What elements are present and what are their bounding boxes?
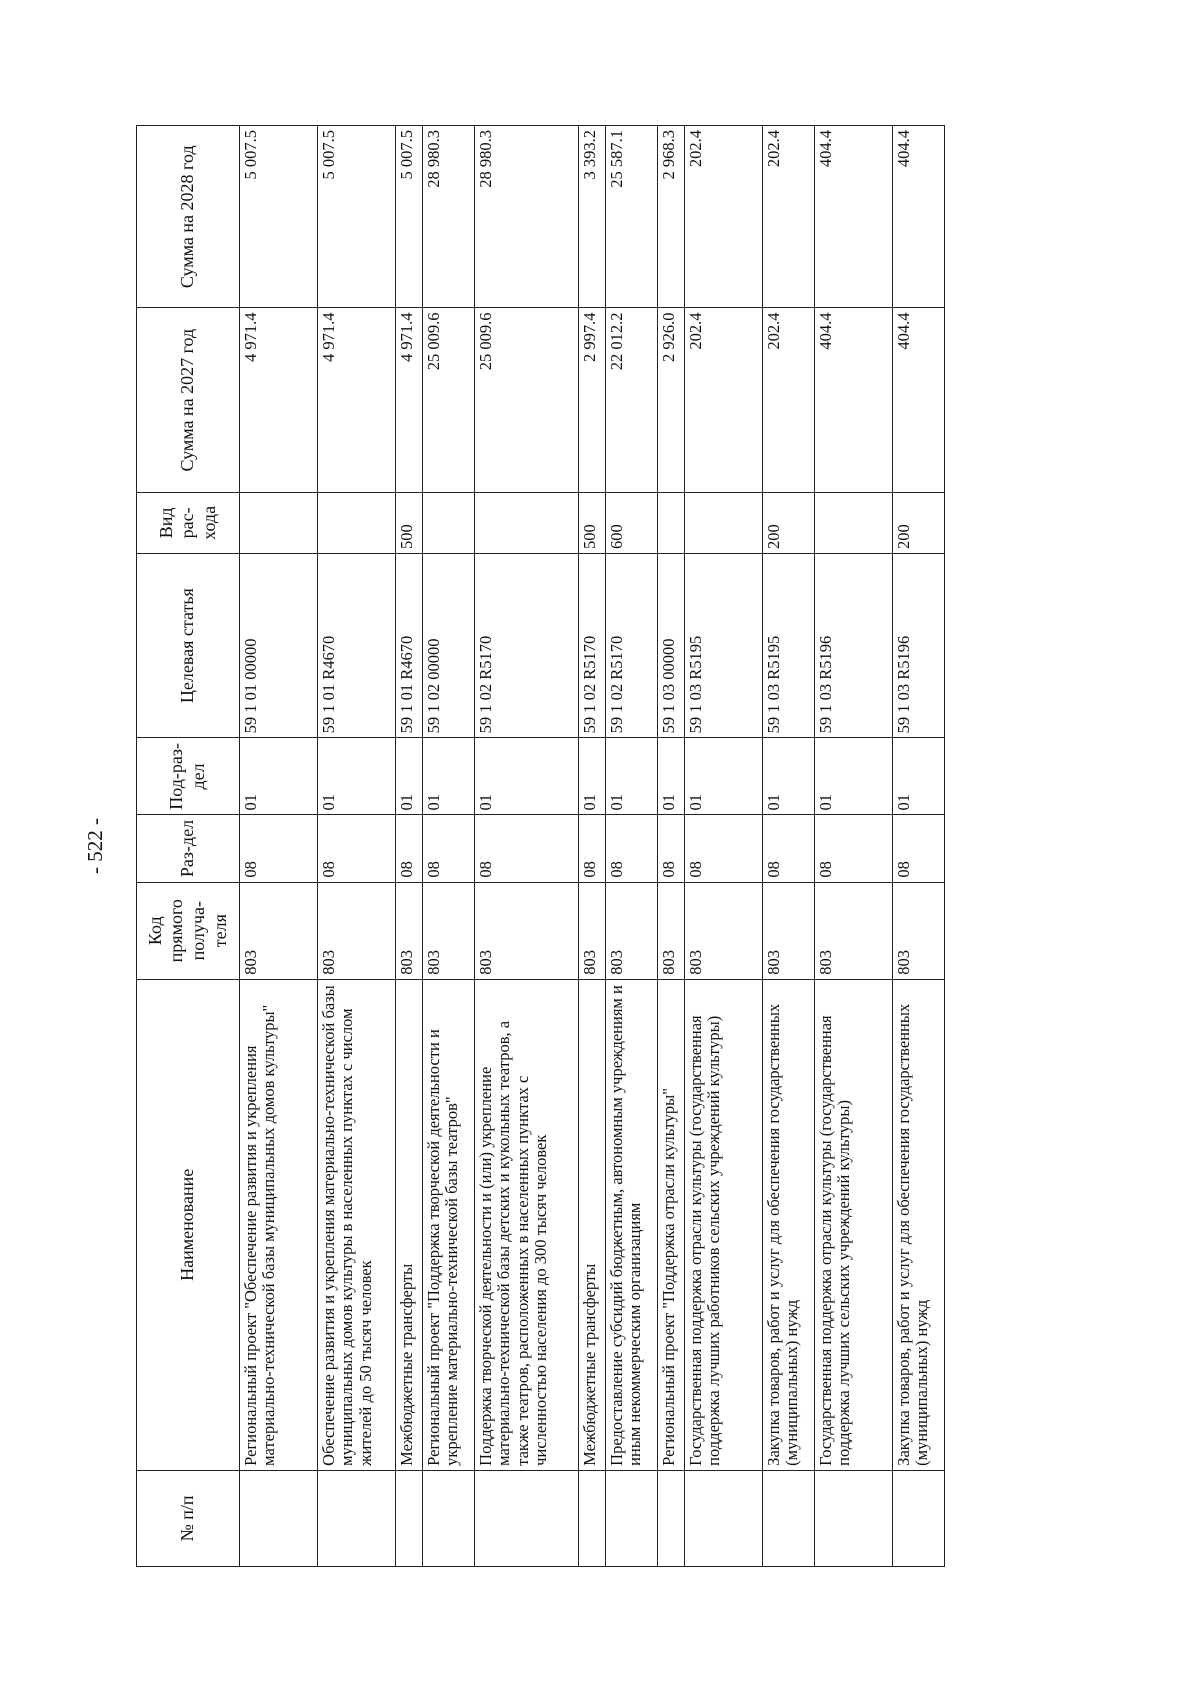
cell-sum-2028: 5 007.5 (318, 126, 396, 308)
cell-sum-2027: 404.4 (893, 308, 945, 492)
cell-target: 59 1 02 R5170 (579, 553, 606, 737)
cell-sum-2027: 25 009.6 (475, 308, 579, 492)
cell-section: 08 (396, 815, 423, 882)
cell-code: 803 (658, 882, 685, 979)
cell-sum-2028: 404.4 (815, 126, 893, 308)
rotated-sheet (136, 125, 1035, 1567)
cell-section: 08 (763, 815, 815, 882)
cell-code: 803 (685, 882, 763, 979)
cell-code: 803 (815, 882, 893, 979)
cell-target: 59 1 02 R5170 (475, 553, 579, 737)
cell-num (579, 1470, 606, 1566)
cell-target: 59 1 02 R5170 (606, 553, 658, 737)
table-row (423, 126, 475, 1567)
cell-num (658, 1470, 685, 1566)
cell-section: 08 (658, 815, 685, 882)
cell-target: 59 1 01 00000 (240, 553, 318, 737)
table-row (658, 126, 685, 1567)
header-sum-2028: Сумма на 2028 год (137, 126, 240, 308)
table-body (240, 126, 945, 1567)
cell-sum-2027: 25 009.6 (423, 308, 475, 492)
cell-sum-2028: 28 980.3 (423, 126, 475, 308)
cell-code: 803 (606, 882, 658, 979)
cell-code: 803 (318, 882, 396, 979)
cell-expense-type: 600 (606, 492, 658, 553)
cell-name: Закупка товаров, работ и услуг для обеспечения государственных (муниципальных) нужд (893, 979, 945, 1470)
cell-target: 59 1 03 R5196 (893, 553, 945, 737)
cell-num (318, 1470, 396, 1566)
table-row (475, 126, 579, 1567)
cell-code: 803 (423, 882, 475, 979)
cell-section: 08 (240, 815, 318, 882)
cell-num (396, 1470, 423, 1566)
cell-name: Государственная поддержка отрасли культуры (государственная поддержка лучших сельских учреждений культуры) (815, 979, 893, 1470)
cell-expense-type: 500 (579, 492, 606, 553)
header-target: Целевая статья (137, 553, 240, 737)
cell-section: 08 (606, 815, 658, 882)
cell-sum-2027: 4 971.4 (396, 308, 423, 492)
cell-section: 08 (318, 815, 396, 882)
cell-subsection: 01 (763, 738, 815, 815)
table-row (240, 126, 318, 1567)
cell-subsection: 01 (893, 738, 945, 815)
header-code: Код прямого получа-теля (137, 882, 240, 979)
table-row (893, 126, 945, 1567)
cell-expense-type (475, 492, 579, 553)
cell-section: 08 (815, 815, 893, 882)
cell-subsection: 01 (318, 738, 396, 815)
cell-num (475, 1470, 579, 1566)
cell-expense-type (658, 492, 685, 553)
cell-sum-2027: 4 971.4 (318, 308, 396, 492)
cell-num (606, 1470, 658, 1566)
cell-sum-2027: 4 971.4 (240, 308, 318, 492)
header-subsection: Под-раз-дел (137, 738, 240, 815)
cell-sum-2028: 202.4 (763, 126, 815, 308)
cell-name: Региональный проект "Поддержка творческой деятельности и укрепление материально-технической базы театров" (423, 979, 475, 1470)
cell-subsection: 01 (475, 738, 579, 815)
cell-code: 803 (893, 882, 945, 979)
table-row (396, 126, 423, 1567)
cell-name: Поддержка творческой деятельности и (или) укрепление материально-технической базы детских и кукольных театров, а также театров, расположенных в населенных пунктах с численностью населения до 300 тысяч человек (475, 979, 579, 1470)
cell-section: 08 (423, 815, 475, 882)
cell-subsection: 01 (685, 738, 763, 815)
cell-num (815, 1470, 893, 1566)
cell-name: Предоставление субсидий бюджетным, автономным учреждениям и иным некоммерческим организациям (606, 979, 658, 1470)
cell-subsection: 01 (240, 738, 318, 815)
cell-name: Межбюджетные трансферты (396, 979, 423, 1470)
cell-section: 08 (579, 815, 606, 882)
cell-num (893, 1470, 945, 1566)
table-row (318, 126, 396, 1567)
table-row (685, 126, 763, 1567)
cell-code: 803 (396, 882, 423, 979)
table-header-row (137, 126, 240, 1567)
cell-section: 08 (475, 815, 579, 882)
cell-subsection: 01 (579, 738, 606, 815)
cell-subsection: 01 (396, 738, 423, 815)
cell-expense-type (685, 492, 763, 553)
cell-sum-2028: 404.4 (893, 126, 945, 308)
cell-sum-2027: 202.4 (685, 308, 763, 492)
header-sum-2027: Сумма на 2027 год (137, 308, 240, 492)
header-name: Наименование (137, 979, 240, 1470)
cell-sum-2027: 22 012.2 (606, 308, 658, 492)
cell-target: 59 1 01 R4670 (318, 553, 396, 737)
cell-expense-type: 200 (893, 492, 945, 553)
cell-code: 803 (240, 882, 318, 979)
cell-sum-2027: 202.4 (763, 308, 815, 492)
cell-subsection: 01 (658, 738, 685, 815)
header-expense-type: Вид рас-хода (137, 492, 240, 553)
cell-subsection: 01 (423, 738, 475, 815)
cell-name: Государственная поддержка отрасли культуры (государственная поддержка лучших работников сельских учреждений культуры) (685, 979, 763, 1470)
table-row (606, 126, 658, 1567)
cell-sum-2027: 404.4 (815, 308, 893, 492)
cell-expense-type (423, 492, 475, 553)
table-row (763, 126, 815, 1567)
cell-num (423, 1470, 475, 1566)
table-row (579, 126, 606, 1567)
cell-code: 803 (579, 882, 606, 979)
cell-sum-2028: 2 968.3 (658, 126, 685, 308)
header-num: № п/п (137, 1470, 240, 1566)
cell-name: Региональный проект "Поддержка отрасли культуры" (658, 979, 685, 1470)
cell-num (685, 1470, 763, 1566)
table-row (815, 126, 893, 1567)
cell-subsection: 01 (815, 738, 893, 815)
cell-name: Обеспечение развития и укрепления материально-технической базы муниципальных домов культуры в населенных пунктах с числом жителей до 50 тысяч человек (318, 979, 396, 1470)
cell-name: Региональный проект "Обеспечение развития и укрепления материально-технической базы муниципальных домов культуры" (240, 979, 318, 1470)
cell-expense-type: 500 (396, 492, 423, 553)
cell-name: Межбюджетные трансферты (579, 979, 606, 1470)
cell-num (240, 1470, 318, 1566)
cell-expense-type (318, 492, 396, 553)
cell-sum-2028: 25 587.1 (606, 126, 658, 308)
cell-expense-type: 200 (763, 492, 815, 553)
cell-expense-type (815, 492, 893, 553)
cell-sum-2028: 28 980.3 (475, 126, 579, 308)
cell-sum-2027: 2 997.4 (579, 308, 606, 492)
header-section: Раз-дел (137, 815, 240, 882)
cell-sum-2027: 2 926.0 (658, 308, 685, 492)
cell-code: 803 (763, 882, 815, 979)
cell-expense-type (240, 492, 318, 553)
cell-target: 59 1 02 00000 (423, 553, 475, 737)
cell-subsection: 01 (606, 738, 658, 815)
cell-target: 59 1 03 R5196 (815, 553, 893, 737)
cell-sum-2028: 202.4 (685, 126, 763, 308)
cell-target: 59 1 03 R5195 (763, 553, 815, 737)
cell-num (763, 1470, 815, 1566)
cell-section: 08 (685, 815, 763, 882)
cell-section: 08 (893, 815, 945, 882)
cell-target: 59 1 03 R5195 (685, 553, 763, 737)
cell-target: 59 1 03 00000 (658, 553, 685, 737)
cell-sum-2028: 5 007.5 (396, 126, 423, 308)
page-number: - 522 - (83, 818, 107, 874)
cell-code: 803 (475, 882, 579, 979)
cell-target: 59 1 01 R4670 (396, 553, 423, 737)
cell-name: Закупка товаров, работ и услуг для обеспечения государственных (муниципальных) нужд (763, 979, 815, 1470)
cell-sum-2028: 5 007.5 (240, 126, 318, 308)
cell-sum-2028: 3 393.2 (579, 126, 606, 308)
budget-table (136, 125, 945, 1567)
